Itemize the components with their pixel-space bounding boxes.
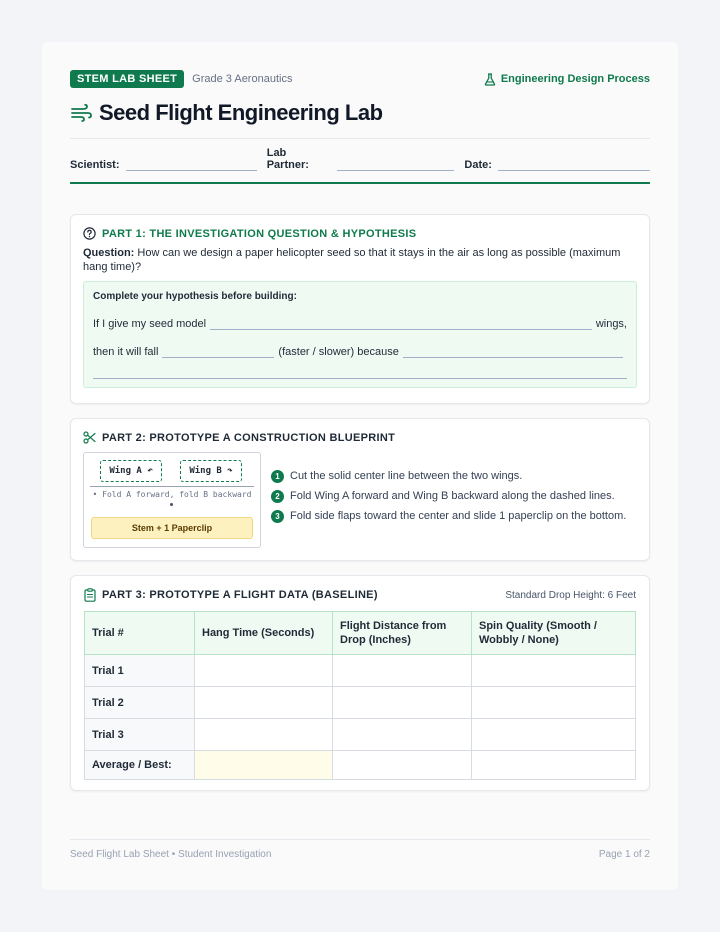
column-header: Trial # [85,612,195,655]
part2-card [70,418,650,561]
page-title: Seed Flight Engineering Lab [99,100,383,125]
part1-card [70,214,650,404]
step-number: 3 [271,510,284,523]
average-hang-time-cell[interactable] [195,751,333,780]
part3-header [84,588,636,602]
hang-time-cell[interactable] [195,687,333,719]
flight-distance-cell[interactable] [333,719,472,751]
title-divider [70,138,650,139]
wing-b: Wing B ↷ [180,460,242,482]
scissors-icon [83,431,96,444]
question-circle-icon [83,227,96,240]
summary-row [85,751,636,780]
part3-heading [84,588,378,602]
center-cut-line [90,486,254,487]
lab-sheet-page [42,42,678,890]
hypothesis-line-2 [93,344,627,358]
page-footer [70,839,650,860]
column-header: Spin Quality (Smooth / Wobbly / None) [472,612,636,655]
fold-instruction-note: • Fold A forward, fold B backward [92,490,252,499]
step-number: 1 [271,470,284,483]
spin-quality-cell[interactable] [472,687,636,719]
date-field[interactable] [498,159,650,171]
summary-label: Average / Best: [85,751,195,780]
header-divider [70,182,650,184]
column-header: Flight Distance from Drop (Inches) [333,612,472,655]
step-text: Fold Wing A forward and Wing B backward along the dashed lines. [290,490,615,502]
column-header: Hang Time (Seconds) [195,612,333,655]
flask-icon [484,73,496,86]
grade-label: Grade 3 Aeronautics [192,73,293,85]
question-label: Question: [83,247,135,259]
trial-label: Trial 2 [85,687,195,719]
part2-body [83,452,637,548]
fall-speed-field[interactable] [162,348,274,358]
construction-steps [271,452,626,548]
question-text: How can we design a paper helicopter seed so that it stays in the air as long as possible (maximum hang time)? [83,247,621,273]
part2-heading [83,431,637,444]
header-topline [70,70,650,88]
step-item [271,469,626,483]
scientist-field[interactable] [126,159,257,171]
reason-continuation-field[interactable] [93,378,627,379]
spin-quality-cell[interactable] [472,655,636,687]
clipboard-icon [84,588,96,602]
lab-partner-label: Lab Partner: [266,147,309,171]
seed-blueprint-diagram [83,452,261,548]
table-header-row [85,612,636,655]
step-text: Fold side flaps toward the center and slide 1 paperclip on the bottom. [290,510,627,522]
part1-title: PART 1: THE INVESTIGATION QUESTION & HYPOTHESIS [102,227,417,240]
table-row [85,687,636,719]
flight-data-table [84,611,636,780]
engineering-process-label [484,73,650,86]
drop-height-label: Standard Drop Height: 6 Feet [505,589,636,601]
step-item [271,509,626,523]
hypothesis-box [83,281,637,388]
badge-group [70,70,292,88]
hang-time-cell[interactable] [195,655,333,687]
average-distance-cell[interactable] [333,751,472,780]
table-row [85,655,636,687]
part1-heading [83,227,637,240]
student-fields [70,147,650,171]
step-item [271,489,626,503]
lab-partner-field[interactable] [337,159,454,171]
hypothesis-line-2-start: then it will fall [93,346,159,358]
because-field[interactable] [403,348,623,358]
trial-label: Trial 1 [85,655,195,687]
hang-time-cell[interactable] [195,719,333,751]
best-spin-cell[interactable] [472,751,636,780]
title-row [70,100,650,126]
stem-lab-badge: STEM LAB SHEET [70,70,184,88]
hypothesis-title: Complete your hypothesis before building: [93,291,297,302]
scientist-label: Scientist: [70,159,120,171]
stem-label: Stem + 1 Paperclip [91,517,253,539]
date-label: Date: [464,159,492,171]
flight-distance-cell[interactable] [333,687,472,719]
wings-count-field[interactable] [210,320,592,330]
step-number: 2 [271,490,284,503]
wind-icon [70,104,92,122]
hypothesis-line-1 [93,316,627,330]
flight-distance-cell[interactable] [333,655,472,687]
spin-quality-cell[interactable] [472,719,636,751]
table-row [85,719,636,751]
engineering-process-text: Engineering Design Process [500,73,650,85]
fold-dot [170,503,173,506]
part2-title: PART 2: PROTOTYPE A CONSTRUCTION BLUEPRINT [102,431,396,444]
wing-a: Wing A ↶ [100,460,162,482]
hypothesis-line-1-end: wings, [595,318,627,330]
footer-left-text: Seed Flight Lab Sheet • Student Investigation [70,849,272,860]
page-number: Page 1 of 2 [598,849,650,860]
part3-card [70,575,650,791]
hypothesis-line-1-start: If I give my seed model [93,318,207,330]
hypothesis-line-2-mid: (faster / slower) because [278,346,399,358]
step-text: Cut the solid center line between the two wings. [290,470,523,482]
investigation-question [83,246,637,274]
trial-label: Trial 3 [85,719,195,751]
page-content [70,70,650,771]
part3-title: PART 3: PROTOTYPE A FLIGHT DATA (BASELINE) [102,589,378,601]
